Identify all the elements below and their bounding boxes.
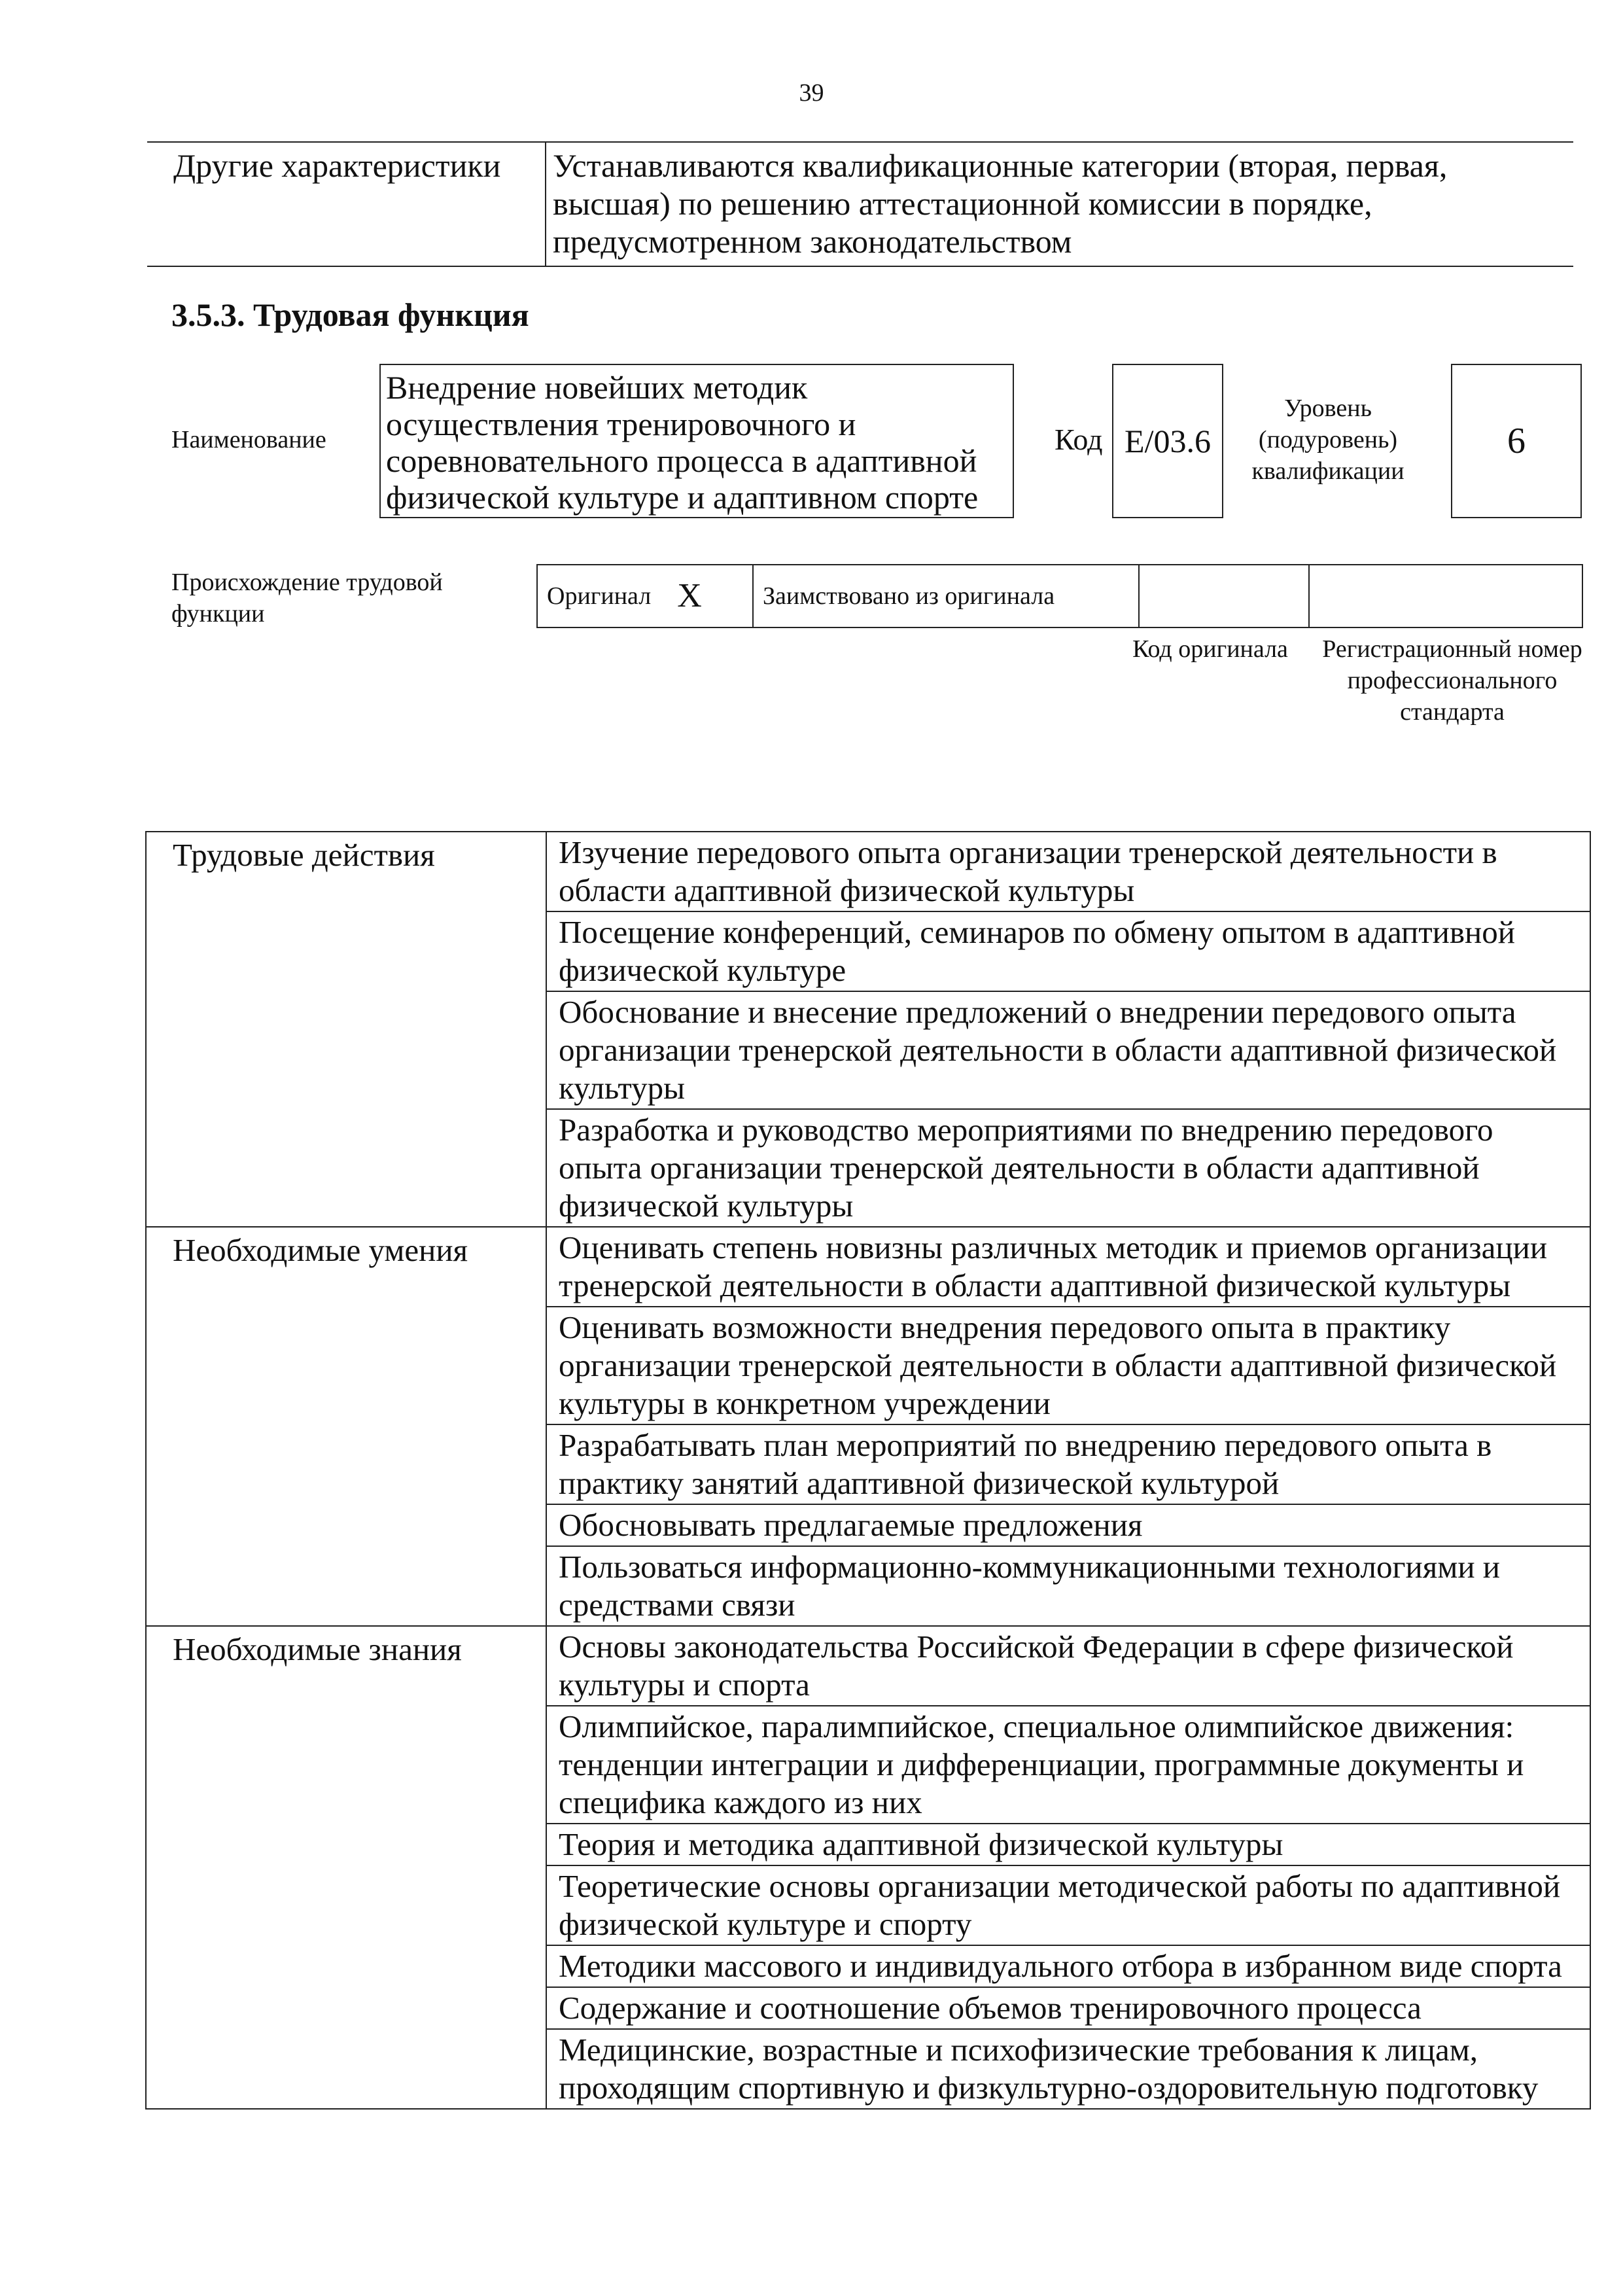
naming-label: Наименование [171,426,326,453]
borrowed-label: Заимствовано из оригинала [763,582,1055,610]
registration-number-caption: Регистрационный номер профессионального стандарта [1322,635,1582,726]
section-item: Обосновывать предлагаемые предложения [546,1504,1590,1546]
section-item: Обоснование и внесение предложений о внедрении передового опыта организации тренерской деятельности в области адаптивной физической культуры [546,991,1590,1109]
section-item: Оценивать возможности внедрения передового опыта в практику организации тренерской деятельности в области адаптивной физической культуры в конкретном учреждении [546,1307,1590,1424]
origin-row [536,564,1583,628]
original-code-caption: Код оригинала [1132,635,1288,663]
section-item: Изучение передового опыта организации тренерской деятельности в области адаптивной физической культуры [546,832,1590,911]
section-item: Оценивать степень новизны различных методик и приемов организации тренерской деятельности в области адаптивной физической культуры [546,1227,1590,1307]
origin-label: Происхождение трудовой функции [171,569,443,627]
section-item: Посещение конференций, семинаров по обмену опытом в адаптивной физической культуре [546,911,1590,991]
section-title: Трудовые действия [146,832,546,1227]
function-details-table [145,831,1591,2110]
original-cell [538,565,754,627]
section-heading: 3.5.3. Трудовая функция [171,296,529,333]
section-item: Разрабатывать план мероприятий по внедрению передового опыта в практику занятий адаптивной физической культурой [546,1424,1590,1504]
section-item: Разработка и руководство мероприятиями по внедрению передового опыта организации тренерской деятельности в области адаптивной физической культуры [546,1109,1590,1227]
table-row [146,832,1590,911]
section-item: Теоретические основы организации методической работы по адаптивной физической культуре и спорту [546,1865,1590,1945]
section-item: Содержание и соотношение объемов тренировочного процесса [546,1987,1590,2029]
code-label: Код [1055,423,1103,456]
registration-number-cell [1310,565,1582,627]
section-item: Пользоваться информационно-коммуникационными технологиями и средствами связи [546,1546,1590,1626]
table-row [146,1626,1590,1706]
section-title: Необходимые умения [146,1227,546,1626]
section-item: Теория и методика адаптивной физической культуры [546,1824,1590,1865]
original-label: Оригинал [547,582,652,610]
original-code-cell [1140,565,1310,627]
other-characteristics-value: Устанавливаются квалификационные категории (вторая, первая, высшая) по решению аттестационной комиссии в порядке, предусмотренном законодательством [546,142,1573,266]
other-characteristics-table [147,141,1573,267]
section-item: Медицинские, возрастные и психофизические требования к лицам, проходящим спортивную и физкультурно-оздоровительную подготовку [546,2029,1590,2109]
code-value: E/03.6 [1112,364,1223,518]
section-item: Методики массового и индивидуального отбора в избранном виде спорта [546,1945,1590,1987]
naming-value: Внедрение новейших методик осуществления тренировочного и соревновательного процесса в адаптивной физической культуре и адаптивном спорте [379,364,1014,518]
level-label: Уровень (подуровень) квалификации [1251,395,1405,485]
level-value: 6 [1451,364,1582,518]
borrowed-cell [754,565,1140,627]
section-item: Олимпийское, паралимпийское, специальное олимпийское движения: тенденции интеграции и дифференциации, программные документы и специфика каждого из них [546,1706,1590,1824]
other-characteristics-label: Другие характеристики [173,147,501,184]
table-row [146,1227,1590,1307]
section-item: Основы законодательства Российской Федерации в сфере физической культуры и спорта [546,1626,1590,1706]
section-title: Необходимые знания [146,1626,546,2109]
page-number: 39 [799,79,824,107]
original-mark: X [677,577,702,614]
